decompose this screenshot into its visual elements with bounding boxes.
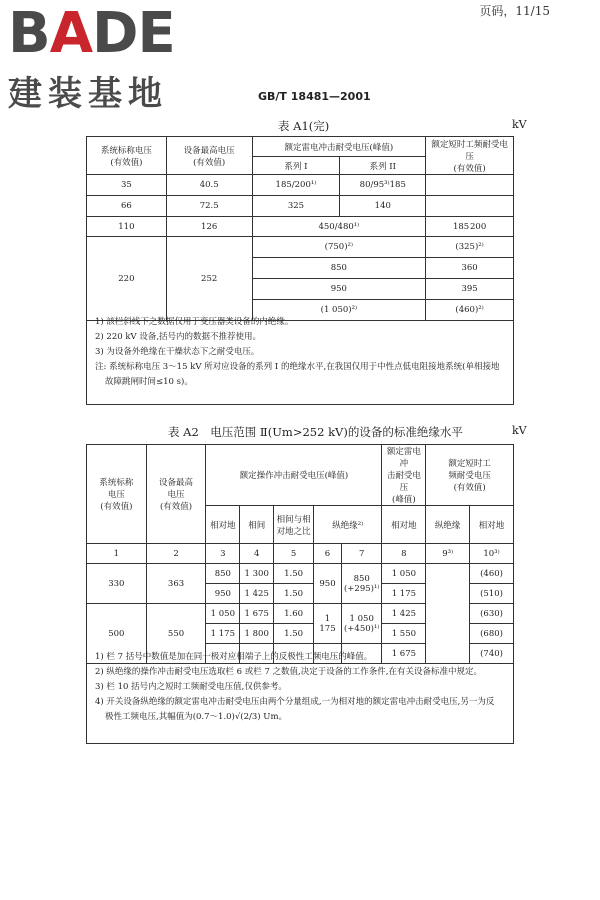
table-cell: (750)²⁾ xyxy=(252,237,426,258)
table-a2-unit: kV xyxy=(512,424,527,437)
table-cell: 950 xyxy=(252,279,426,300)
table-cell: 363 xyxy=(146,564,206,604)
table-cell: 450/480¹⁾ xyxy=(252,217,426,237)
table-cell: (510) xyxy=(470,584,514,604)
table-a1-title: 表 A1(完) xyxy=(278,119,330,133)
a2-header-power-freq: 额定短时工 频耐受电压 (有效值) xyxy=(426,445,514,506)
logo xyxy=(8,1,175,115)
note: 1) 栏 7 括号中数值是加在同一极对应相端子上的反极性工频电压的峰值。 xyxy=(95,652,373,662)
table-cell: 1.50 xyxy=(274,564,314,584)
table-cell: 1 175 xyxy=(206,624,240,644)
note: 3) 为设备外绝缘在干燥状态下之耐受电压。 xyxy=(95,347,260,357)
a2-header-pf-phase-earth: 相对地 xyxy=(470,506,514,544)
table-cell: 185 200 xyxy=(426,217,514,237)
table-cell: 1 175 xyxy=(382,584,426,604)
table-a1 xyxy=(86,136,514,321)
table-cell: 72.5 xyxy=(166,196,252,217)
logo-subtitle: 建装基地 xyxy=(8,74,168,114)
table-cell: (460) xyxy=(470,564,514,584)
table-cell: (740) xyxy=(470,644,514,664)
note: 1) 該栏斜线下之数据仅用于变压器类设备的内绝缘。 xyxy=(95,317,294,327)
a2-header-max-voltage: 设备最高 电压 (有效值) xyxy=(146,445,206,544)
logo-brand: BADE xyxy=(8,1,175,66)
a1-header-max-voltage: 设备最高电压 (有效值) xyxy=(166,137,252,175)
note: 极性工频电压,其幅值为(0.7～1.0)√(2/3) Um。 xyxy=(105,712,288,722)
a2-header-nominal-voltage: 系统标称 电压 (有效值) xyxy=(87,445,147,544)
table-cell: 395 xyxy=(426,279,514,300)
table-cell: 35 xyxy=(87,175,167,196)
note: 2) 220 kV 设备,括号内的数据不推荐使用。 xyxy=(95,332,262,342)
table-cell: 1 050 xyxy=(382,564,426,584)
table-cell: (460)²⁾ xyxy=(426,300,514,321)
table-cell: 1.60 xyxy=(274,604,314,624)
standard-number: GB/T 18481—2001 xyxy=(258,90,371,103)
table-cell: 220 xyxy=(87,237,167,321)
table-cell: (680) xyxy=(470,624,514,644)
col-number: 4 xyxy=(240,544,274,564)
table-cell: 850 xyxy=(206,564,240,584)
table-cell: 80/95³⁾185 xyxy=(340,175,426,196)
a2-header-longitudinal: 纵绝缘²⁾ xyxy=(314,506,382,544)
table-cell: 550 xyxy=(146,604,206,664)
table-cell: 1 175 xyxy=(314,604,342,644)
table-cell: 140 xyxy=(340,196,426,217)
a2-header-switching: 额定操作冲击耐受电压(峰值) xyxy=(206,445,382,506)
table-cell: 1 675 xyxy=(240,604,274,624)
table-cell: 126 xyxy=(166,217,252,237)
col-number: 5 xyxy=(274,544,314,564)
table-cell: 950 xyxy=(206,584,240,604)
table-a1-unit: kV xyxy=(512,118,527,131)
col-number: 3 xyxy=(206,544,240,564)
col-number: 2 xyxy=(146,544,206,564)
col-number: 7 xyxy=(341,544,381,564)
table-cell: 360 xyxy=(426,258,514,279)
a1-header-series-2: 系列 II xyxy=(340,157,426,175)
col-number: 6 xyxy=(314,544,342,564)
table-cell: 40.5 xyxy=(166,175,252,196)
col-number: 8 xyxy=(382,544,426,564)
note: 故障跳闸时间≤10 s)。 xyxy=(105,377,193,387)
table-cell: 330 xyxy=(87,564,147,604)
table-cell xyxy=(426,175,514,196)
a2-header-phase-phase: 相间 xyxy=(240,506,274,544)
note: 3) 栏 10 括号内之短时工频耐受电压值,仅供参考。 xyxy=(95,682,287,692)
table-cell: 185/200¹⁾ xyxy=(252,175,340,196)
table-cell: 1 425 xyxy=(240,584,274,604)
table-cell: (630) xyxy=(470,604,514,624)
table-cell: 325 xyxy=(252,196,340,217)
a1-header-nominal-voltage: 系统标称电压 (有效值) xyxy=(87,137,167,175)
a2-header-pf-longitudinal: 纵绝缘 xyxy=(426,506,470,544)
table-a2 xyxy=(86,444,514,664)
a2-header-lightning: 额定雷电冲 击耐受电压 (峰值) xyxy=(382,445,426,506)
note: 注: 系统标称电压 3～15 kV 所对应设备的系列 I 的绝缘水平,在我国仅用于中性点低电阻接地系统(单相接地 xyxy=(95,362,500,372)
a2-header-lightning-pe: 相对地 xyxy=(382,506,426,544)
table-cell: 950 xyxy=(314,564,342,604)
table-cell xyxy=(426,196,514,217)
table-a2-notes xyxy=(86,646,514,744)
table-cell: 850 (+295)¹⁾ xyxy=(341,564,381,604)
note: 4) 开关设备纵绝缘的额定雷电冲击耐受电压由两个分量组成,一为相对地的额定雷电冲击耐受电压,另一为反 xyxy=(95,697,495,707)
table-cell: (1 050)²⁾ xyxy=(252,300,426,321)
table-cell: 1 300 xyxy=(240,564,274,584)
a1-header-power-freq: 额定短时工频耐受电压 (有效值) xyxy=(426,137,514,175)
table-cell: 1 050 xyxy=(206,604,240,624)
col-number: 9³⁾ xyxy=(426,544,470,564)
table-cell: 1.50 xyxy=(274,624,314,644)
note: 2) 纵绝缘的操作冲击耐受电压选取栏 6 或栏 7 之数值,决定于设备的工作条件,在有关设备标准中规定。 xyxy=(95,667,482,677)
table-a2-title: 表 A2 电压范围 Ⅱ(Um>252 kV)的设备的标准绝缘水平 xyxy=(168,425,463,439)
a2-header-phase-earth: 相对地 xyxy=(206,506,240,544)
table-cell: 850 xyxy=(252,258,426,279)
table-cell: 1 050 (+450)¹⁾ xyxy=(341,604,381,644)
a1-header-lightning: 额定雷电冲击耐受电压(峰值) xyxy=(252,137,426,157)
table-cell: 66 xyxy=(87,196,167,217)
table-a1-notes xyxy=(86,311,514,405)
table-cell: (325)²⁾ xyxy=(426,237,514,258)
table-cell: 1 550 xyxy=(382,624,426,644)
a2-header-ratio: 相间与相 对地之比 xyxy=(274,506,314,544)
table-cell: 110 xyxy=(87,217,167,237)
col-number: 1 xyxy=(87,544,147,564)
table-cell: 1 425 xyxy=(382,604,426,624)
table-cell: 500 xyxy=(87,604,147,664)
page-number: 页码，11/15 xyxy=(479,4,550,18)
table-cell: 1 675 xyxy=(382,644,426,664)
table-cell: 252 xyxy=(166,237,252,321)
col-number: 10³⁾ xyxy=(470,544,514,564)
a1-header-series-1: 系列 I xyxy=(252,157,340,175)
table-cell: 1 800 xyxy=(240,624,274,644)
table-cell: 1.50 xyxy=(274,584,314,604)
